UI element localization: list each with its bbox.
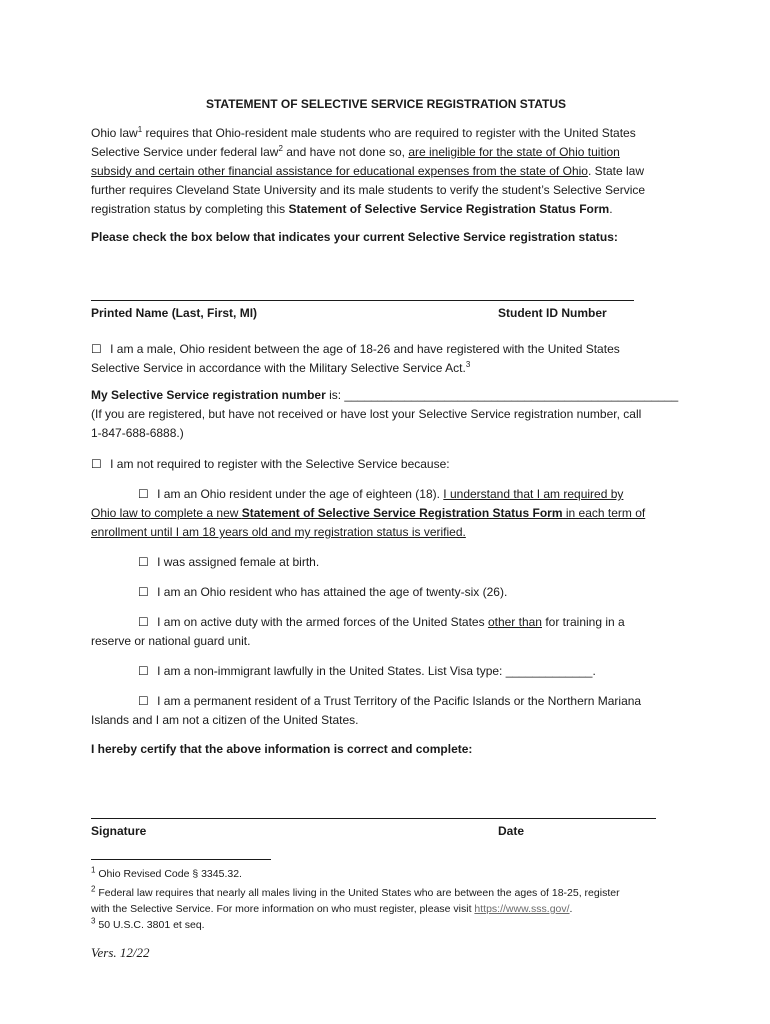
checkbox-active-duty[interactable]: ☐	[138, 615, 149, 629]
option-trust-territory: ☐ I am a permanent resident of a Trust Territory of the Pacific Islands or the Northern Mariana Islands and I am not a citizen of the United States.	[91, 694, 642, 727]
footnote-ref-3: 3	[465, 360, 471, 369]
registration-number-section: My Selective Service registration number is: __________________________________________________ (If you are registered, but have not received or have lost your Selective Service registration number, call 1-847-688-6888.)	[91, 388, 679, 440]
checkbox-registered[interactable]: ☐	[91, 342, 102, 356]
option-female: ☐ I was assigned female at birth.	[91, 553, 319, 572]
checkbox-trust-territory[interactable]: ☐	[138, 694, 149, 708]
option-non-immigrant: ☐ I am a non-immigrant lawfully in the United States. List Visa type: _____________.	[91, 662, 596, 681]
printed-name-label: Printed Name (Last, First, MI)	[91, 306, 258, 320]
footnote-1: $^1$ Ohio Revised Code § 3345.32.	[91, 865, 242, 880]
footnote-2: $^2$ Federal law requires that nearly all males living in the United States who are between the ages of 18-25, register	[91, 884, 620, 899]
date-label: Date	[498, 824, 525, 838]
instruction-text: Please check the box below that indicates your current Selective Service registration status:	[91, 230, 618, 244]
footnote-3: $^3$ 50 U.S.C. 3801 et seq.	[91, 916, 205, 931]
intro-paragraph: Ohio law$^1$ requires that Ohio-resident male students who are required to register with the United States Selective Service under federal law$^2$ and have not done so, are ineligible for the state of Ohio tuition subsidy and certain other financial assistance for educational expenses from the state of Ohio. State law further requires Cleveland State University and its male students to verify the student’s Selective Service registration status by completing this Statement of Selective Service Registration Status Form.	[91, 125, 646, 216]
option-registered: ☐ I am a male, Ohio resident between the age of 18-26 and have registered with the United States Selective Service in accordance with the Military Selective Service Act.$^3$	[91, 342, 620, 375]
option-age-26: ☐ I am an Ohio resident who has attained the age of twenty-six (26).	[91, 583, 507, 602]
printed-name-field[interactable]	[91, 300, 634, 301]
sss-gov-link[interactable]: https://www.sss.gov/	[474, 903, 570, 915]
student-id-label: Student ID Number	[498, 306, 607, 320]
footnotes: $^1$ Ohio Revised Code § 3345.32. $^2$ Federal law requires that nearly all males living in the United States who are between the ages of 18-25, register with the Selective Service. For more information on who must register, please visit https://www.sss.gov/. $^3$ 50 U.S.C. 3801 et seq.	[91, 866, 681, 933]
checkbox-female[interactable]: ☐	[138, 555, 149, 569]
checkbox-age-26[interactable]: ☐	[138, 585, 149, 599]
registration-number-field[interactable]: is: __________________________________________________	[325, 388, 679, 402]
checkbox-under-18[interactable]: ☐	[138, 487, 149, 501]
footnote-ref-1: 1	[137, 125, 143, 134]
signature-field[interactable]	[91, 818, 656, 819]
footnote-ref-2: 2	[278, 144, 283, 153]
version-label: Vers. 12/22	[91, 945, 150, 960]
registration-number-label: My Selective Service registration number	[91, 388, 326, 402]
option-not-required: ☐ I am not required to register with the Selective Service because:	[91, 455, 450, 474]
certify-statement: I hereby certify that the above information is correct and complete:	[91, 742, 473, 756]
option-active-duty: ☐ I am on active duty with the armed forces of the United States other than for training in a reserve or national guard unit.	[91, 615, 625, 648]
signature-label: Signature	[91, 824, 147, 838]
option-under-18: ☐ I am an Ohio resident under the age of eighteen (18). I understand that I am required by Ohio law to complete a new Statement of Selective Service Registration Status Form in each term of enrollment until I am 18 years old and my registration status is verified.	[91, 487, 646, 539]
page-title: STATEMENT OF SELECTIVE SERVICE REGISTRATION STATUS	[205, 97, 567, 111]
footnote-divider	[91, 859, 271, 860]
checkbox-not-required[interactable]: ☐	[91, 457, 102, 471]
checkbox-non-immigrant[interactable]: ☐	[138, 664, 149, 678]
